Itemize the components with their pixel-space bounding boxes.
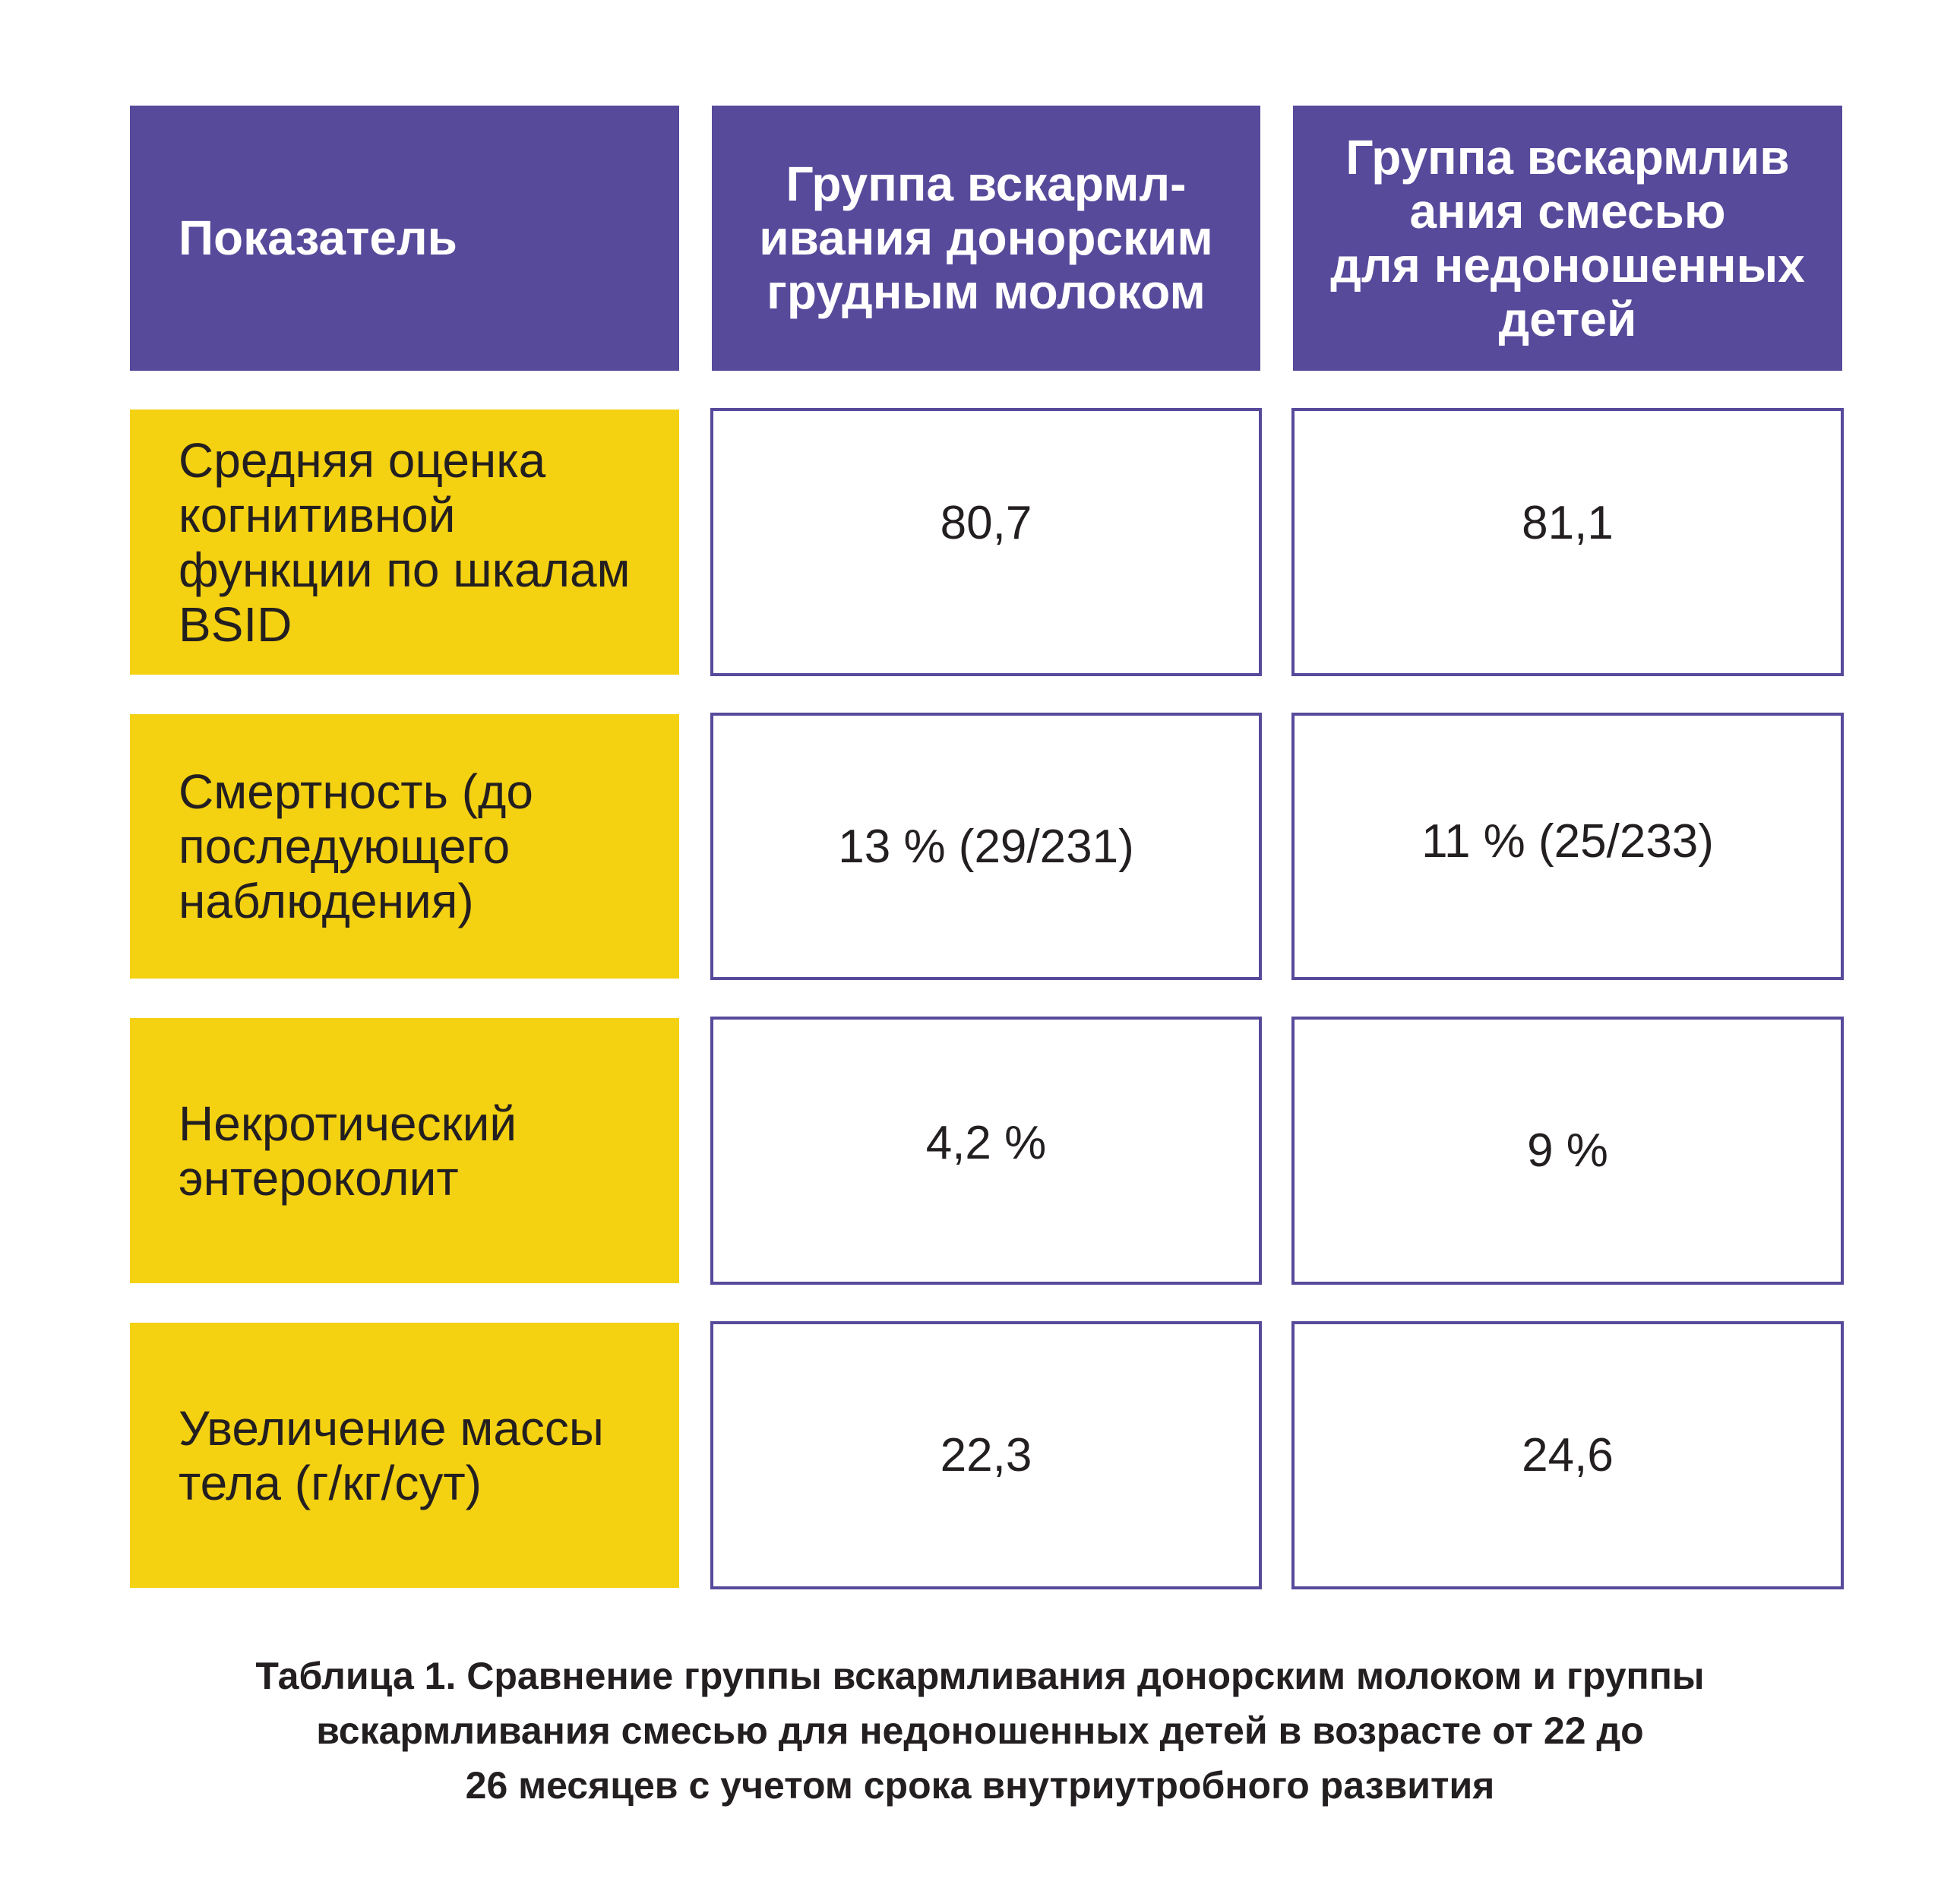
row2-label-line-3: наблюдения)	[179, 874, 474, 928]
row3-formula-text: 9 %	[1527, 1124, 1608, 1177]
header-donor-line-2: ивания донорским	[759, 210, 1213, 265]
row1-label-line-2: когнитивной	[179, 487, 456, 542]
header-indicator-label: Показатель	[179, 210, 457, 265]
header-formula-line-1: Группа вскармлив	[1345, 129, 1790, 185]
row4-donor-text: 22,3	[940, 1429, 1032, 1481]
caption-line-2: вскармливания смесью для недоношенных детей в возрасте от 22 до	[316, 1709, 1644, 1752]
caption-line-1: Таблица 1. Сравнение группы вскармливания донорским молоком и группы	[255, 1655, 1705, 1697]
row4-label-line-1: Увеличение массы	[179, 1400, 604, 1456]
row1-label-line-1: Средняя оценка	[179, 432, 546, 488]
row4-donor-value	[710, 1321, 1262, 1589]
row2-formula-value	[1291, 713, 1844, 980]
row3-donor-text: 4,2 %	[925, 1117, 1047, 1169]
row2-donor-text: 13 % (29/231)	[838, 820, 1134, 873]
header-formula-line-4: детей	[1498, 291, 1637, 346]
row-label-mortality	[130, 714, 679, 979]
header-donor-line-3: грудным молоком	[767, 264, 1206, 319]
row1-donor-value	[710, 408, 1262, 676]
header-formula-line-2: ания смесью	[1409, 183, 1726, 239]
row3-donor-value	[710, 1017, 1262, 1285]
row2-formula-text: 11 % (25/233)	[1421, 814, 1714, 868]
header-formula-line-3: для недоношенных	[1330, 237, 1805, 293]
row-label-nec	[130, 1018, 679, 1283]
header-donor-line-1: Группа вскармл-	[786, 157, 1187, 211]
table-caption	[91, 1649, 1869, 1813]
row1-formula-text: 81,1	[1522, 497, 1614, 549]
row2-label-line-2: последующего	[179, 819, 511, 874]
row1-label-line-4: BSID	[179, 596, 292, 652]
row2-donor-value	[710, 713, 1262, 980]
row1-label-line-3: функции по шкалам	[179, 542, 631, 597]
row4-formula-text: 24,6	[1522, 1429, 1614, 1481]
row4-formula-value	[1291, 1321, 1844, 1589]
row-label-cognitive-score	[130, 410, 679, 675]
caption-line-3: 26 месяцев с учетом срока внутриутробного развития	[465, 1764, 1495, 1807]
row2-label-line-1: Смертность (до	[179, 764, 533, 819]
header-donor-milk-group	[712, 106, 1260, 371]
row1-formula-value	[1291, 408, 1844, 676]
row1-donor-text: 80,7	[940, 497, 1032, 549]
row3-formula-value	[1291, 1017, 1844, 1285]
header-indicator	[130, 106, 679, 371]
row3-label-line-2: энтероколит	[179, 1150, 459, 1206]
row3-label-line-1: Некротический	[179, 1096, 517, 1151]
row4-label-line-2: тела (г/кг/сут)	[179, 1455, 482, 1510]
row-label-weight-gain	[130, 1323, 679, 1588]
header-formula-group	[1293, 106, 1842, 371]
